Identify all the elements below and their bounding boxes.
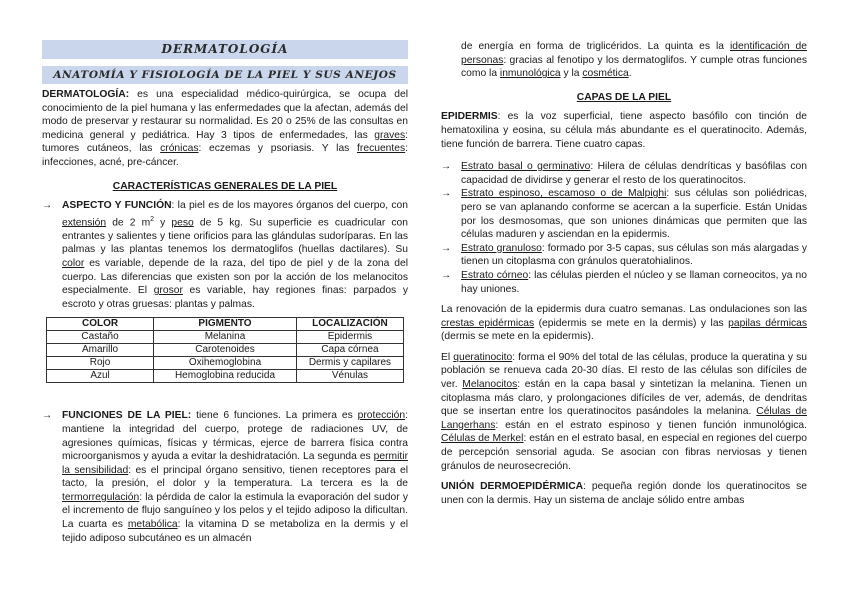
section-title-capas: CAPAS DE LA PIEL [576, 91, 672, 103]
union-term: UNIÓN DERMOEPIDÉRMICA [441, 481, 584, 493]
table-cell: Castaño [47, 331, 154, 344]
left-column [42, 40, 408, 545]
epidermis-paragraph: EPIDERMIS: es la voz superficial, tiene aspecto basófilo con tinción de hematoxilina y eosina, su célula más abundante es el queratinocito. Además, tiene función de barrera. Tiene cuatro capas. [441, 111, 807, 150]
table-row [47, 331, 404, 344]
table-cell: Dermis y capilares [296, 357, 403, 370]
arrow-icon: → [441, 242, 452, 254]
intro-paragraph: DERMATOLOGÍA: es una especialidad médico-quirúrgica, se ocupa del conocimiento de la piel humana y las enfermedades que la afectan, además del modo de preservar y restaurar su normalidad. Es 20 o 25% de las consultas en medicina general y pediátrica. Hay 3 tipos de enfermedades, las graves: tumores cutáneos, las crónicas: eczemas y psoriasis. Y las frecuentes: infecciones, acné, pre-cáncer. [42, 89, 409, 168]
table-cell: Capa córnea [296, 344, 403, 357]
table-header-row [47, 318, 404, 331]
epidermis-term: EPIDERMIS [441, 111, 498, 123]
aspecto-term: ASPECTO Y FUNCIÓN [62, 200, 172, 212]
section-title-caracteristicas: CARACTERÍSTICAS GENERALES DE LA PIEL [112, 180, 338, 192]
pigment-table [46, 317, 404, 383]
estrato-item: → Estrato córneo: las células pierden el núcleo y se llaman corneocitos, ya no hay uniones. [441, 269, 808, 295]
union-paragraph: UNIÓN DERMOEPIDÉRMICA: pequeña región donde los queratinocitos se unen con la dermis. Hay un sistema de anclaje sólido entre ambas [441, 481, 808, 506]
renovacion-paragraph: La renovación de la epidermis dura cuatro semanas. Las ondulaciones son las crestas epidérmicas (epidermis se mete en la dermis) y las papilas dérmicas (dermis se mete en la epidermis). [441, 304, 808, 343]
document-title: DERMATOLOGÍA [42, 40, 408, 59]
arrow-icon: → [42, 410, 53, 422]
arrow-icon: → [441, 161, 452, 173]
right-column [441, 40, 807, 507]
arrow-icon: → [42, 200, 53, 212]
table-cell: Amarillo [47, 344, 154, 357]
funciones-continuation: de energía en forma de triglicéridos. La quinta es la identificación de personas: gracias al fenotipo y los dermatoglifos. Y cumple otras funciones como la inmunológica y la cosmética. [461, 41, 808, 80]
table-row [47, 344, 404, 357]
column-header: COLOR [47, 318, 154, 331]
table-cell: Vénulas [296, 370, 403, 383]
cronicas-link: crónicas [160, 143, 199, 155]
column-header: PIGMENTO [154, 318, 297, 331]
table-cell: Melanina [154, 331, 297, 344]
estrato-item: → Estrato granuloso: formado por 3-5 capas, sus células son más alargadas y tienen un citoplasma con gránulos queratohialinos. [441, 242, 807, 268]
queratinocito-paragraph: El queratinocito: forma el 90% del total de las células, produce la queratina y su población se renueva cada 20-30 días. El resto de las células son difíciles de ver. Melanocitos: están en la capa basal y sintetizan la melanina. Tienen un citoplasma más claro, y prolongaciones difíciles de ver, además, de dendritas que se insertan entre los queratinocitos pasándoles la melanina. Células de Langerhans: están en el estrato espinoso y tienen función inmunológica. Células de Merkel: están en el estrato basal, en especial en regiones del cuerpo de percepción sensorial aguda. Se asocian con fibras nerviosas y tienen gránulos de neurosecreción. [441, 351, 808, 472]
column-header: LOCALIZACIÓN [296, 318, 403, 331]
table-cell: Hemoglobina reducida [154, 370, 297, 383]
table-cell: Rojo [47, 357, 154, 370]
estrato-item: → Estrato basal o germinativo: Hilera de células dendríticas y basófilas con capacidad de dividirse y generar el resto de los queratinocitos. [441, 161, 807, 186]
estrato-item: → Estrato espinoso, escamoso o de Malpighi: sus células son poliédricas, pero se van aplanando conforme se acercan a la superficie. Están Unidas por los desmosomas, que son uniones dinámicas que permiten que las células maduren y asciendan en la epidermis. [441, 188, 807, 241]
table-row [47, 357, 404, 370]
table-row [47, 370, 404, 383]
document-subtitle: ANATOMÍA Y FISIOLOGÍA DE LA PIEL Y SUS ANEJOS [42, 66, 408, 84]
table-cell: Azul [47, 370, 154, 383]
aspecto-item: → ASPECTO Y FUNCIÓN: la piel es de los mayores órganos del cuerpo, con extensión de 2 $m^2$ y peso de 5 kg. Su superficie es cuadricular con entrantes y salientes y tiene orificios para las glándulas sudoríparas. En las palmas y las plantas tenemos los dermatoglifos (huellas dactilares). Su color es variable, depende de la raza, del tipo de piel y de la zona del cuerpo. Las diferencias que existen son por la acción de los melanocitos especialmente. El grosor es variable, hay regiones finas: parpados y escroto y otras gruesas: plantas y palmas. [42, 200, 408, 310]
table-cell: Carotenoides [154, 344, 297, 357]
graves-link: graves [374, 129, 406, 141]
table-cell: Oxihemoglobina [154, 357, 297, 370]
arrow-icon: → [441, 269, 452, 281]
funciones-item: → FUNCIONES DE LA PIEL: tiene 6 funciones. La primera es protección: mantiene la integridad del cuerpo, protege de radiaciones UV, de agresiones químicas, físicas y térmicas, ejerce de barrera física contra microorganismos y ayuda a evitar la deshidratación. La segunda es permitir la sensibilidad: es el principal órgano sensitivo, tienen receptores para el tacto, la presión, el dolor y la temperatura. La tercera es la de termorregulación: la pérdida de calor la estimula la evaporación del sudor y el incremento de flujo sanguíneo y los pelos y el tejido adiposo la dificultan. La cuarta es metabólica: la vitamina D se metaboliza en la dermis y el tejido adiposo subcutáneo es un almacén [42, 410, 408, 544]
arrow-icon: → [441, 188, 452, 200]
funciones-term: FUNCIONES DE LA PIEL: [62, 410, 192, 422]
intro-term: DERMATOLOGÍA: [42, 89, 130, 100]
frecuentes-link: frecuentes [357, 143, 406, 155]
table-cell: Epidermis [296, 331, 403, 344]
